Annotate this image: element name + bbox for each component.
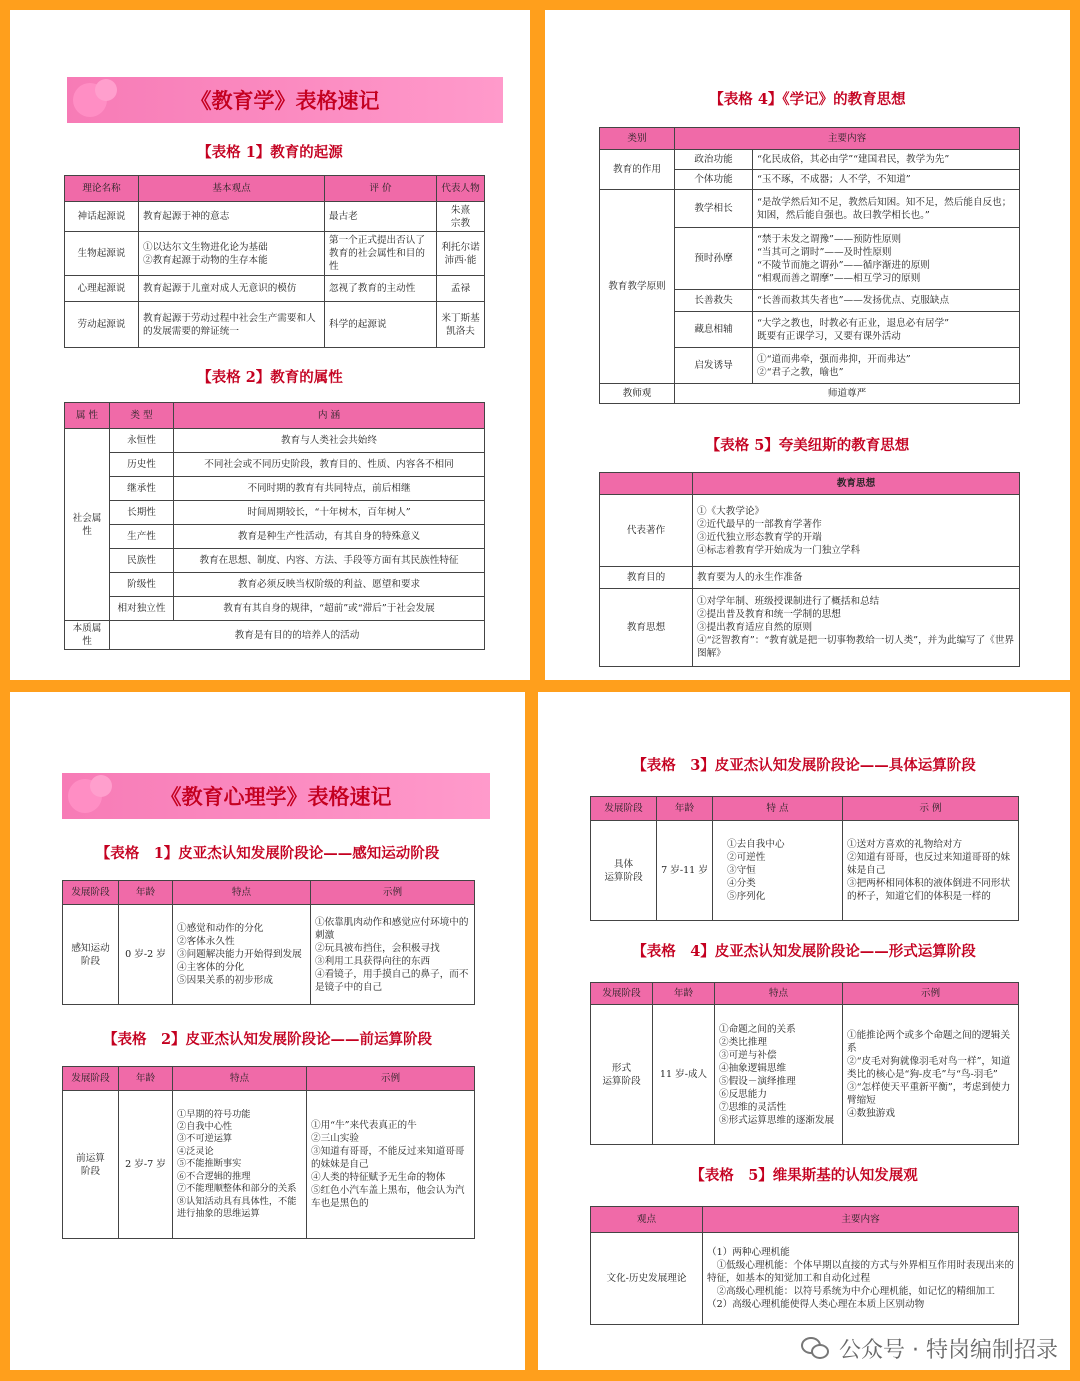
table-cell: ①送对方喜欢的礼物给对方 ②知道有哥哥，也反过来知道哥哥的妹妹是自己 ③把两杯相同体积的液体倒进不同形状的杯子，知道它们的体积是一样的 xyxy=(843,821,1019,921)
table-cell: （1）两种心理机能 ①低级心理机能：个体早期以直接的方式与外界相互作用时表现出来的特征，如基本的知觉加工和自动化过程 ②高级心理机能：以符号系统为中介心理机能，如记忆的精细加工 （2）高级心理机能使得人类心理在本质上区别动物 xyxy=(703,1233,1019,1325)
col-header: 属 性 xyxy=(65,403,110,429)
table-cell: 2 岁-7 岁 xyxy=(119,1091,173,1239)
col-header: 发展阶段 xyxy=(63,1067,119,1091)
table-cell: 具体 运算阶段 xyxy=(591,821,657,921)
table-cell: 科学的起源说 xyxy=(325,302,437,348)
table-cell: 本质属性 xyxy=(65,621,110,650)
table-cell: 预时孙摩 xyxy=(675,228,753,290)
table-title: 【表格 2】教育的属性 xyxy=(197,369,343,386)
table-cell: 教育目的 xyxy=(600,567,693,589)
table-cell: ①依靠肌肉动作和感觉应付环境中的刺激 ②玩具被布挡住，会积极寻找 ③利用工具获得向往的东西 ④看镜子，用手摸自己的鼻子，而不是镜子中的自己 xyxy=(311,905,475,1005)
table-cell: “长善而救其失者也”——发扬优点、克服缺点 xyxy=(753,290,1020,312)
table-cell: “化民成俗，其必由学”“建国君民，教学为先” xyxy=(753,150,1020,170)
table-cell: 历史性 xyxy=(110,453,174,477)
col-header: 示例 xyxy=(311,881,475,905)
panel-xueji xyxy=(545,10,1070,680)
col-header: 代表人物 xyxy=(437,176,485,202)
table-cell: 启发诱导 xyxy=(675,348,753,384)
table-cell: 阶级性 xyxy=(110,573,174,597)
col-header: 教育思想 xyxy=(693,473,1020,495)
col-header: 特 点 xyxy=(713,797,843,821)
pedagogy-banner xyxy=(67,77,503,123)
table-cell: 米丁斯基 凯洛夫 xyxy=(437,302,485,348)
wechat-icon xyxy=(801,1337,831,1361)
table-cell: 感知运动 阶段 xyxy=(63,905,119,1005)
table-cell: 政治功能 xyxy=(675,150,753,170)
table-cell: 代表著作 xyxy=(600,495,693,567)
group-cell: 社会属性 xyxy=(65,429,110,621)
table-cell: 教育要为人的永生作准备 xyxy=(693,567,1020,589)
table-title: 【表格 5】维果斯基的认知发展观 xyxy=(690,1167,918,1184)
table-cell: 师道尊严 xyxy=(675,384,1020,404)
table-title: 【表格 4】《学记》的教育思想 xyxy=(709,91,906,108)
col-header: 示 例 xyxy=(843,797,1019,821)
banner-circle xyxy=(90,775,112,797)
table-cell: ①对学年制、班级授课制进行了概括和总结 ②提出普及教育和统一学制的思想 ③提出教育适应自然的原则 ④“泛智教育”：“教育就是把一切事物教给一切人类”，并为此编写了《世界图解》 xyxy=(693,589,1020,667)
table-cell: ①以达尔文生物进化论为基础 ②教育起源于动物的生存本能 xyxy=(139,232,325,276)
table-cell: 忽视了教育的主动性 xyxy=(325,276,437,302)
col-header: 发展阶段 xyxy=(591,983,653,1005)
table-cell: 教育有其自身的规律，“超前”或“滞后”于社会发展 xyxy=(174,597,485,621)
table-cell: 前运算 阶段 xyxy=(63,1091,119,1239)
table-cell: 利托尔诺 沛西·能 xyxy=(437,232,485,276)
table-cell: ①能推论两个或多个命题之间的逻辑关系 ②“皮毛对狗就像羽毛对鸟一样”，知道类比的核心是“狗-皮毛”与“鸟-羽毛” ③“怎样使天平重新平衡”，考虑到使力臂缩短 ④数独游戏 xyxy=(843,1005,1019,1145)
table-cell: 教育是有目的的培养人的活动 xyxy=(110,621,485,650)
table-title: 【表格 1】皮亚杰认知发展阶段论——感知运动阶段 xyxy=(95,845,440,862)
attribute-table xyxy=(64,402,485,650)
sensorimotor-table xyxy=(62,880,475,1005)
table-cell: 长善救失 xyxy=(675,290,753,312)
col-header: 发展阶段 xyxy=(63,881,119,905)
table-cell: 教育是种生产性活动，有其自身的特殊意义 xyxy=(174,525,485,549)
table-cell: “是故学然后知不足，教然后知困。知不足，然后能自反也；知困，然后能自强也。故曰教学相长也。” xyxy=(753,190,1020,228)
table-cell: 教育起源于劳动过程中社会生产需要和人的发展需要的辩证统一 xyxy=(139,302,325,348)
col-header: 主要内容 xyxy=(703,1207,1019,1233)
table-cell: 0 岁-2 岁 xyxy=(119,905,173,1005)
vygotsky-table xyxy=(590,1206,1019,1325)
col-header: 示例 xyxy=(843,983,1019,1005)
banner-circle xyxy=(95,79,117,101)
banner-title: 《教育学》表格速记 xyxy=(190,88,380,113)
table-cell: ①感觉和动作的分化 ②客体永久性 ③问题解决能力开始得到发展 ④主客体的分化 ⑤因果关系的初步形成 xyxy=(173,905,311,1005)
col-header: 年龄 xyxy=(119,881,173,905)
table-cell: 教师观 xyxy=(600,384,675,404)
table-cell: 时间周期较长，“十年树木，百年树人” xyxy=(174,501,485,525)
table-cell: 孟禄 xyxy=(437,276,485,302)
formal-operational-table xyxy=(590,982,1019,1145)
table-cell: 教育思想 xyxy=(600,589,693,667)
col-header: 特点 xyxy=(715,983,843,1005)
table-cell: 神话起源说 xyxy=(65,202,139,232)
table-cell: 长期性 xyxy=(110,501,174,525)
table-cell: 教育起源于神的意志 xyxy=(139,202,325,232)
col-header: 观点 xyxy=(591,1207,703,1233)
origin-table xyxy=(64,175,485,348)
watermark-text: 公众号 · 特岗编制招录 xyxy=(839,1338,1058,1363)
col-header: 发展阶段 xyxy=(591,797,657,821)
table-cell: 个体功能 xyxy=(675,170,753,190)
table-cell: 不同社会或不同历史阶段，教育目的、性质、内容各不相同 xyxy=(174,453,485,477)
table-cell: “玉不琢，不成器；人不学，不知道” xyxy=(753,170,1020,190)
table-cell: ①早期的符号功能 ②自我中心性 ③不可逆运算 ④泛灵论 ⑤不能推断事实 ⑥不合逻辑的推理 ⑦不能理顺整体和部分的关系 ⑧认知活动具有具体性，不能进行抽象的思维运算 xyxy=(173,1091,307,1239)
table-title: 【表格 3】皮亚杰认知发展阶段论——具体运算阶段 xyxy=(632,757,976,774)
col-header: 理论名称 xyxy=(65,176,139,202)
group-cell: 教育的作用 xyxy=(600,150,675,190)
table-cell: 朱熹 宗教 xyxy=(437,202,485,232)
table-cell: 不同时期的教育有共同特点，前后相继 xyxy=(174,477,485,501)
table-title: 【表格 2】皮亚杰认知发展阶段论——前运算阶段 xyxy=(102,1031,433,1048)
concrete-operational-table xyxy=(590,796,1019,921)
panel-edu-psychology xyxy=(10,692,525,1370)
table-cell: 劳动起源说 xyxy=(65,302,139,348)
col-header: 类 型 xyxy=(110,403,174,429)
table-cell: 教育必须反映当权阶级的利益、愿望和要求 xyxy=(174,573,485,597)
table-cell: ①用“牛”来代表真正的牛 ②三山实验 ③知道有哥哥，不能反过来知道哥哥的妹妹是自己 ④人类的特征赋予无生命的物体 ⑤红色小汽车盖上黑布，他会认为汽车也是黑色的 xyxy=(307,1091,475,1239)
table-cell: 第一个正式提出否认了教育的社会属性和目的性 xyxy=(325,232,437,276)
comenius-table xyxy=(599,472,1020,667)
col-header: 特点 xyxy=(173,881,311,905)
table-cell: 藏息相辅 xyxy=(675,312,753,348)
table-cell: ①命题之间的关系 ②类比推理 ③可逆与补偿 ④抽象逻辑思维 ⑤假设－演绎推理 ⑥反思能力 ⑦思维的灵活性 ⑧形式运算思维的逐渐发展 xyxy=(715,1005,843,1145)
table-cell: “大学之教也，时教必有正业，退息必有居学” 既要有正课学习，又要有课外活动 xyxy=(753,312,1020,348)
table-cell: 7 岁-11 岁 xyxy=(657,821,713,921)
table-cell: 形式 运算阶段 xyxy=(591,1005,653,1145)
col-header: 内 涵 xyxy=(174,403,485,429)
edu-psychology-banner xyxy=(62,773,490,819)
col-header: 主要内容 xyxy=(675,128,1020,150)
banner-title: 《教育心理学》表格速记 xyxy=(160,784,392,809)
table-title: 【表格 1】教育的起源 xyxy=(197,144,343,161)
col-header: 类别 xyxy=(600,128,675,150)
table-title: 【表格 4】皮亚杰认知发展阶段论——形式运算阶段 xyxy=(632,943,976,960)
watermark xyxy=(801,1333,1058,1364)
table-cell: 生物起源说 xyxy=(65,232,139,276)
table-cell: ①《大教学论》 ②近代最早的一部教育学著作 ③近代独立形态教育学的开端 ④标志着教育学开始成为一门独立学科 xyxy=(693,495,1020,567)
xueji-table xyxy=(599,127,1020,404)
table-cell: 教育在思想、制度、内容、方法、手段等方面有其民族性特征 xyxy=(174,549,485,573)
table-cell: 心理起源说 xyxy=(65,276,139,302)
col-header: 示例 xyxy=(307,1067,475,1091)
col-header: 年龄 xyxy=(119,1067,173,1091)
table-cell: ①去自我中心 ②可逆性 ③守恒 ④分类 ⑤序列化 xyxy=(713,821,843,921)
panel-pedagogy xyxy=(10,10,530,680)
col-header: 基本观点 xyxy=(139,176,325,202)
table-cell: 11 岁-成人 xyxy=(653,1005,715,1145)
col-header: 年龄 xyxy=(653,983,715,1005)
col-header: 特点 xyxy=(173,1067,307,1091)
table-title: 【表格 5】夸美纽斯的教育思想 xyxy=(705,437,910,454)
table-cell: 教学相长 xyxy=(675,190,753,228)
preoperational-table xyxy=(62,1066,475,1239)
group-cell: 教育教学原则 xyxy=(600,190,675,384)
table-cell: 继承性 xyxy=(110,477,174,501)
table-cell: 相对独立性 xyxy=(110,597,174,621)
col-header: 年龄 xyxy=(657,797,713,821)
panel-piaget-vygotsky xyxy=(538,692,1070,1370)
table-cell: 文化-历史发展理论 xyxy=(591,1233,703,1325)
col-header: 评 价 xyxy=(325,176,437,202)
table-cell: ①“道而弗牵，强而弗抑，开而弗达” ②“君子之教，喻也” xyxy=(753,348,1020,384)
table-cell: 最古老 xyxy=(325,202,437,232)
table-cell: 生产性 xyxy=(110,525,174,549)
table-cell: 永恒性 xyxy=(110,429,174,453)
table-cell: 民族性 xyxy=(110,549,174,573)
table-cell: “禁于未发之谓豫”——预防性原则 “当其可之谓时”——及时性原则 “不陵节而施之谓孙”——循序渐进的原则 “相观而善之谓摩”——相互学习的原则 xyxy=(753,228,1020,290)
table-cell: 教育起源于儿童对成人无意识的模仿 xyxy=(139,276,325,302)
table-cell: 教育与人类社会共始终 xyxy=(174,429,485,453)
